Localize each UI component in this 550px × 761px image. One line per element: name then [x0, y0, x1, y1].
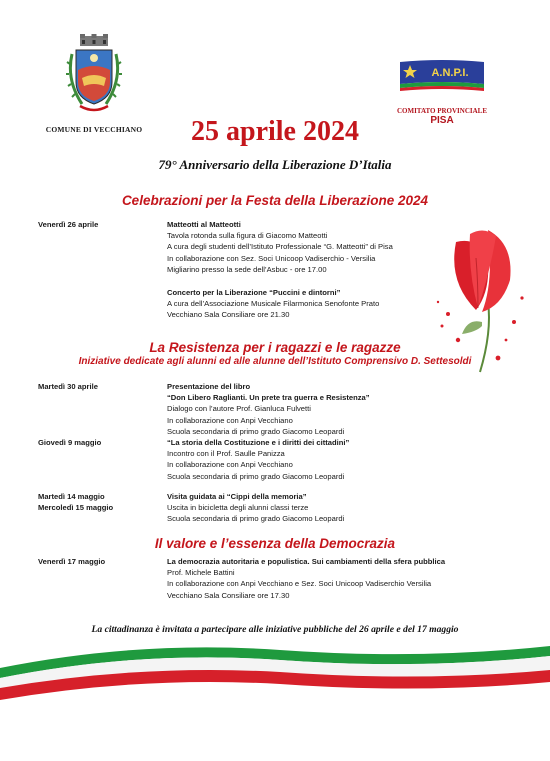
- anpi-flag-icon: [398, 58, 486, 92]
- event-line: Vecchiano Sala Consiliare ore 21.30: [167, 310, 290, 320]
- event-date-line: Venerdì 17 maggio: [38, 557, 106, 566]
- event-line: Dialogo con l’autore Prof. Gianluca Fulvetti: [167, 404, 311, 414]
- event-line: A cura degli studenti dell’Istituto Professionale “G. Matteotti” di Pisa: [167, 242, 393, 252]
- page-subtitle: 79° Anniversario della Liberazione D’Italia: [158, 157, 392, 172]
- event-details: [167, 556, 457, 601]
- event-line: Scuola secondaria di primo grado Giacomo Leopardi: [167, 426, 345, 436]
- event-line: Uscita in bicicletta degli alunni classi terze: [167, 503, 309, 513]
- event-title: Visita guidata ai “Cippi della memoria”: [167, 492, 307, 501]
- event-date: [38, 381, 166, 392]
- event-date: [38, 437, 166, 448]
- event-date: [38, 219, 166, 230]
- anpi-city: PISA: [430, 115, 454, 126]
- event-title: La democrazia autoritaria e populistica. Sui cambiamenti della sfera pubblica: [167, 557, 446, 566]
- comune-caption: COMUNE DI VECCHIANO: [45, 125, 143, 134]
- event-line: Prof. Michele Battini: [167, 568, 235, 578]
- event-title: Matteotti al Matteotti: [167, 220, 241, 229]
- event-line: In collaborazione con Anpi Vecchiano: [167, 460, 293, 470]
- event-title: Concerto per la Liberazione “Puccini e dintorni”: [167, 288, 341, 297]
- event-line: Tavola rotonda sulla figura di Giacomo Matteotti: [167, 231, 328, 241]
- section-title-democrazia: Il valore e l’essenza della Democrazia: [154, 536, 396, 551]
- event-date-line: Giovedì 9 maggio: [38, 438, 102, 447]
- event-line: In collaborazione con Anpi Vecchiano e Sez. Soci Unicoop Vadiserchio Versilia: [167, 579, 432, 589]
- event-line: Migliarino presso la sede dell’Asbuc - ore 17.00: [167, 264, 327, 274]
- event-line: A cura dell’Associazione Musicale Filarmonica Senofonte Prato: [167, 299, 380, 309]
- event-date: [38, 556, 166, 567]
- event-line: Incontro con il Prof. Saulle Panizza: [167, 449, 285, 459]
- event-date-line: Venerdì 26 aprile: [38, 220, 99, 229]
- event-date-line: Mercoledì 15 maggio: [38, 503, 114, 513]
- anpi-committee: COMITATO PROVINCIALE: [396, 107, 488, 115]
- event-line: Scuola secondaria di primo grado Giacomo Leopardi: [167, 514, 345, 524]
- anpi-flag-text: A.N.P.I.: [431, 67, 469, 79]
- event-line: In collaborazione con Sez. Soci Unicoop Vadiserchio - Versilia: [167, 253, 376, 263]
- section-title-resistenza: La Resistenza per i ragazzi e le ragazze: [149, 340, 401, 355]
- event-title: Presentazione del libro: [167, 382, 251, 391]
- event-title: “La storia della Costituzione e i diritti dei cittadini”: [167, 438, 350, 447]
- event-details: [167, 287, 457, 321]
- red-poppy-illustration: [418, 222, 534, 374]
- coat-of-arms-icon: [66, 34, 122, 116]
- event-line: Scuola secondaria di primo grado Giacomo Leopardi: [167, 471, 345, 481]
- event-details: [167, 437, 457, 482]
- footer-invitation: La cittadinanza è invitata a partecipare alle iniziative pubbliche del 26 aprile e del 17 maggio: [91, 624, 459, 635]
- event-title: “Don Libero Raglianti. Un prete tra guerra e Resistenza”: [167, 393, 370, 403]
- tricolore-wave-decoration: [0, 636, 550, 706]
- event-details: [167, 381, 457, 437]
- event-date-line: Martedì 14 maggio: [38, 492, 105, 501]
- event-line: In collaborazione con Anpi Vecchiano: [167, 415, 293, 425]
- event-details: [167, 491, 457, 525]
- event-date: [38, 491, 166, 513]
- event-date-line: Martedì 30 aprile: [38, 382, 98, 391]
- section-subtitle-resistenza: Iniziative dedicate agli alunni ed alle alunne dell’Istituto Comprensivo D. Settesoldi: [78, 356, 472, 367]
- page-title: 25 aprile 2024: [191, 116, 359, 147]
- section-title-celebrazioni: Celebrazioni per la Festa della Liberazione 2024: [121, 193, 429, 208]
- event-line: Vecchiano Sala Consiliare ore 17.30: [167, 590, 290, 600]
- event-details: [167, 219, 457, 275]
